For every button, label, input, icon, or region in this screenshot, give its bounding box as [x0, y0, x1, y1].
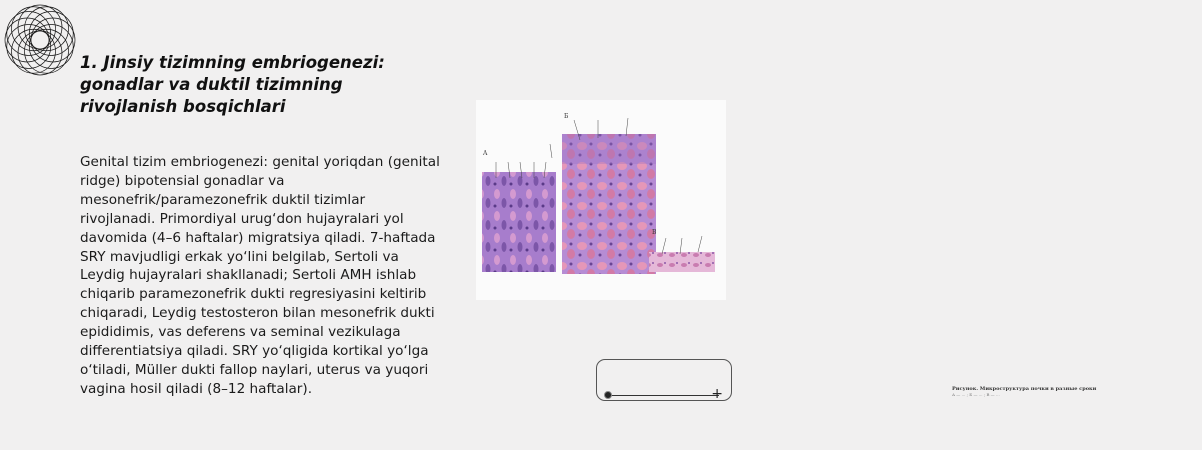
slide-body-text: Genital tizim embriogenezi: genital yoriqdan (genital ridge) bipotensial gonadlar va mesonefrik/paramezonefrik duktil tizimlar rivojlanadi. Primordiyal urug‘don hujayralari yol davomida (4–6 haftalar) migratsiya qiladi. 7-haftada SRY mavjudligi erkak yo‘lini belgilab, Sertoli va Leydig hujayralari shakllanadi; Sertoli AMH ishlab chiqarib paramezonefrik dukti regresiyasini keltirib chiqaradi, Leydig testosteron bilan mesonefrik dukti epididimis, vas deferens va seminal vezikulaga differentiatsiya qiladi. SRY yo‘qligida kortikal yo‘lga o‘tiladi, Müller dukti fallop naylari, uterus va yuqori vagina hosil qiladi (8–12 haftalar). — [80, 154, 440, 397]
panel-c-tissue — [649, 252, 715, 272]
timeline-dot-icon[interactable] — [604, 391, 612, 399]
panel-a-tissue — [482, 172, 556, 272]
histology-figure — [476, 100, 1097, 397]
plus-icon[interactable]: + — [711, 386, 723, 402]
panel-label-b: Б — [564, 113, 569, 120]
slide-title: 1. Jinsiy tizimning embriogenezi: gonadlar va duktil tizimning rivojlanish bosqichlari — [80, 53, 385, 116]
timeline-widget[interactable] — [596, 359, 732, 401]
figure-caption-text: Рисунок. Микроструктура почки в разные сроки — [952, 386, 1097, 392]
figure-caption-subtext: А — ... ; Б — ... ; В — ... — [952, 392, 1000, 397]
figure-caption — [952, 386, 1202, 398]
panel-label-a: A — [483, 150, 488, 157]
panel-label-c: В — [652, 229, 657, 236]
spirograph-logo-icon — [0, 0, 80, 80]
timeline-track[interactable] — [608, 395, 719, 396]
histology-image — [476, 100, 726, 286]
